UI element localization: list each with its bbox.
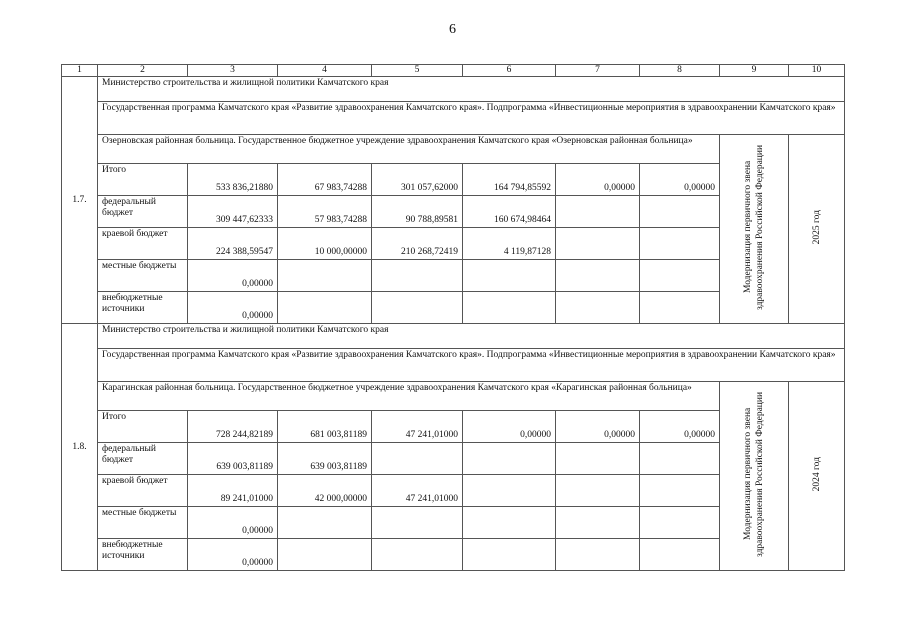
value-cell: 0,00000 <box>188 539 278 571</box>
value-cell: 47 241,01000 <box>372 475 463 507</box>
value-cell: 67 983,74288 <box>278 164 372 196</box>
year-cell <box>789 135 845 324</box>
section-program-row <box>62 102 845 135</box>
column-number-row <box>62 65 845 77</box>
value-cell <box>640 539 720 571</box>
section-program-row <box>62 349 845 382</box>
year-text: 2025 год <box>811 209 822 245</box>
source-label: федеральный бюджет <box>98 196 188 228</box>
value-cell <box>278 539 372 571</box>
value-cell <box>556 475 640 507</box>
section-institution-row <box>62 135 845 164</box>
value-cell <box>556 539 640 571</box>
value-cell: 309 447,62333 <box>188 196 278 228</box>
value-cell: 0,00000 <box>640 164 720 196</box>
column-number: 1 <box>62 65 98 77</box>
value-cell <box>640 228 720 260</box>
value-cell: 0,00000 <box>556 411 640 443</box>
column-number: 6 <box>463 65 556 77</box>
value-cell <box>372 507 463 539</box>
source-label: федеральный бюджет <box>98 443 188 475</box>
year-text: 2024 год <box>811 456 822 492</box>
value-cell: 0,00000 <box>188 260 278 292</box>
year-cell <box>789 382 845 571</box>
value-cell: 0,00000 <box>556 164 640 196</box>
value-cell: 224 388,59547 <box>188 228 278 260</box>
value-cell <box>556 260 640 292</box>
column-number: 5 <box>372 65 463 77</box>
column-number: 8 <box>640 65 720 77</box>
column-number: 10 <box>789 65 845 77</box>
value-cell <box>463 292 556 324</box>
value-cell <box>372 292 463 324</box>
value-cell <box>556 196 640 228</box>
value-cell: 0,00000 <box>188 292 278 324</box>
ministry-name: Министерство строительства и жилищной политики Камчатского края <box>98 77 845 102</box>
value-cell: 90 788,89581 <box>372 196 463 228</box>
value-cell: 0,00000 <box>463 411 556 443</box>
value-cell: 533 836,21880 <box>188 164 278 196</box>
purpose-text: Модернизация первичного звена здравоохранения Российской Федерации <box>743 391 765 557</box>
value-cell <box>372 260 463 292</box>
value-cell <box>278 260 372 292</box>
section-ministry-row <box>62 77 845 102</box>
institution-name: Озерновская районная больница. Государственное бюджетное учреждение здравоохранения Камчатского края «Озерновская районная больница» <box>98 135 720 164</box>
value-cell <box>640 260 720 292</box>
value-cell: 728 244,82189 <box>188 411 278 443</box>
row-number: 1.7. <box>62 77 98 324</box>
source-label: местные бюджеты <box>98 260 188 292</box>
source-label: краевой бюджет <box>98 475 188 507</box>
institution-name: Карагинская районная больница. Государственное бюджетное учреждение здравоохранения Камчатского края «Карагинская районная больница» <box>98 382 720 411</box>
value-cell <box>463 507 556 539</box>
row-number: 1.8. <box>62 324 98 571</box>
budget-table <box>61 64 845 571</box>
value-cell: 57 983,74288 <box>278 196 372 228</box>
value-cell <box>278 292 372 324</box>
value-cell <box>640 196 720 228</box>
value-cell: 0,00000 <box>640 411 720 443</box>
source-label: Итого <box>98 164 188 196</box>
value-cell <box>556 443 640 475</box>
value-cell <box>556 507 640 539</box>
column-number: 2 <box>98 65 188 77</box>
purpose-cell <box>720 382 789 571</box>
value-cell: 47 241,01000 <box>372 411 463 443</box>
value-cell: 10 000,00000 <box>278 228 372 260</box>
section-ministry-row <box>62 324 845 349</box>
value-cell: 639 003,81189 <box>188 443 278 475</box>
value-cell: 639 003,81189 <box>278 443 372 475</box>
value-cell <box>372 443 463 475</box>
source-label: краевой бюджет <box>98 228 188 260</box>
column-number: 4 <box>278 65 372 77</box>
purpose-cell <box>720 135 789 324</box>
source-label: Итого <box>98 411 188 443</box>
value-cell: 164 794,85592 <box>463 164 556 196</box>
ministry-name: Министерство строительства и жилищной политики Камчатского края <box>98 324 845 349</box>
source-label: внебюджетные источники <box>98 539 188 571</box>
value-cell: 0,00000 <box>188 507 278 539</box>
value-cell: 301 057,62000 <box>372 164 463 196</box>
value-cell: 210 268,72419 <box>372 228 463 260</box>
column-number: 3 <box>188 65 278 77</box>
page-number: 6 <box>449 22 456 37</box>
value-cell <box>640 443 720 475</box>
value-cell <box>463 475 556 507</box>
value-cell: 89 241,01000 <box>188 475 278 507</box>
value-cell <box>640 292 720 324</box>
value-cell <box>556 228 640 260</box>
column-number: 7 <box>556 65 640 77</box>
value-cell <box>372 539 463 571</box>
value-cell <box>463 260 556 292</box>
section-institution-row <box>62 382 845 411</box>
program-name: Государственная программа Камчатского края «Развитие здравоохранения Камчатского края». Подпрограмма «Инвестиционные мероприятия в здравоохранении Камчатского края» <box>98 349 845 382</box>
value-cell <box>463 443 556 475</box>
value-cell <box>640 507 720 539</box>
value-cell <box>556 292 640 324</box>
value-cell <box>463 539 556 571</box>
value-cell <box>640 475 720 507</box>
program-name: Государственная программа Камчатского края «Развитие здравоохранения Камчатского края». Подпрограмма «Инвестиционные мероприятия в здравоохранении Камчатского края» <box>98 102 845 135</box>
source-label: местные бюджеты <box>98 507 188 539</box>
purpose-text: Модернизация первичного звена здравоохранения Российской Федерации <box>743 144 765 310</box>
value-cell: 4 119,87128 <box>463 228 556 260</box>
value-cell: 160 674,98464 <box>463 196 556 228</box>
value-cell: 42 000,00000 <box>278 475 372 507</box>
column-number: 9 <box>720 65 789 77</box>
source-label: внебюджетные источники <box>98 292 188 324</box>
value-cell <box>278 507 372 539</box>
value-cell: 681 003,81189 <box>278 411 372 443</box>
